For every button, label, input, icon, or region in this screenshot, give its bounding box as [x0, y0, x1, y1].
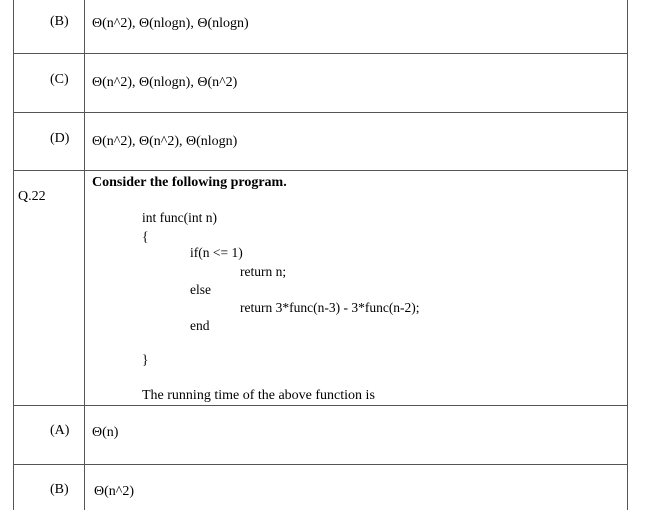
option-label: (D) — [50, 131, 70, 146]
option-label: (C) — [50, 72, 69, 87]
code-line: else — [190, 282, 211, 297]
option-label: (B) — [50, 14, 69, 29]
question-followup: The running time of the above function is — [142, 388, 375, 403]
option-text: Θ(n^2), Θ(n^2), Θ(nlogn) — [92, 134, 238, 149]
code-line: end — [190, 318, 210, 333]
code-line: } — [142, 352, 149, 367]
row-divider — [13, 112, 627, 113]
row-divider — [13, 53, 627, 54]
code-line: return n; — [240, 264, 287, 279]
option-text: Θ(n) — [92, 425, 119, 440]
question-prompt: Consider the following program. — [92, 175, 287, 190]
table-left-border — [13, 0, 14, 510]
option-text: Θ(n^2), Θ(nlogn), Θ(nlogn) — [92, 16, 249, 31]
row-divider — [13, 170, 627, 171]
code-line: return 3*func(n-3) - 3*func(n-2); — [240, 300, 420, 315]
code-line: { — [142, 229, 149, 244]
option-label: (B) — [50, 482, 69, 497]
row-divider — [13, 405, 627, 406]
option-text: Θ(n^2) — [94, 484, 135, 499]
question-number: Q.22 — [18, 189, 46, 204]
code-line: int func(int n) — [142, 210, 217, 225]
code-line: if(n <= 1) — [190, 245, 243, 260]
table-column-divider — [84, 0, 85, 510]
option-text: Θ(n^2), Θ(nlogn), Θ(n^2) — [92, 75, 238, 90]
row-divider — [13, 464, 627, 465]
option-label: (A) — [50, 423, 70, 438]
table-right-border — [627, 0, 628, 510]
